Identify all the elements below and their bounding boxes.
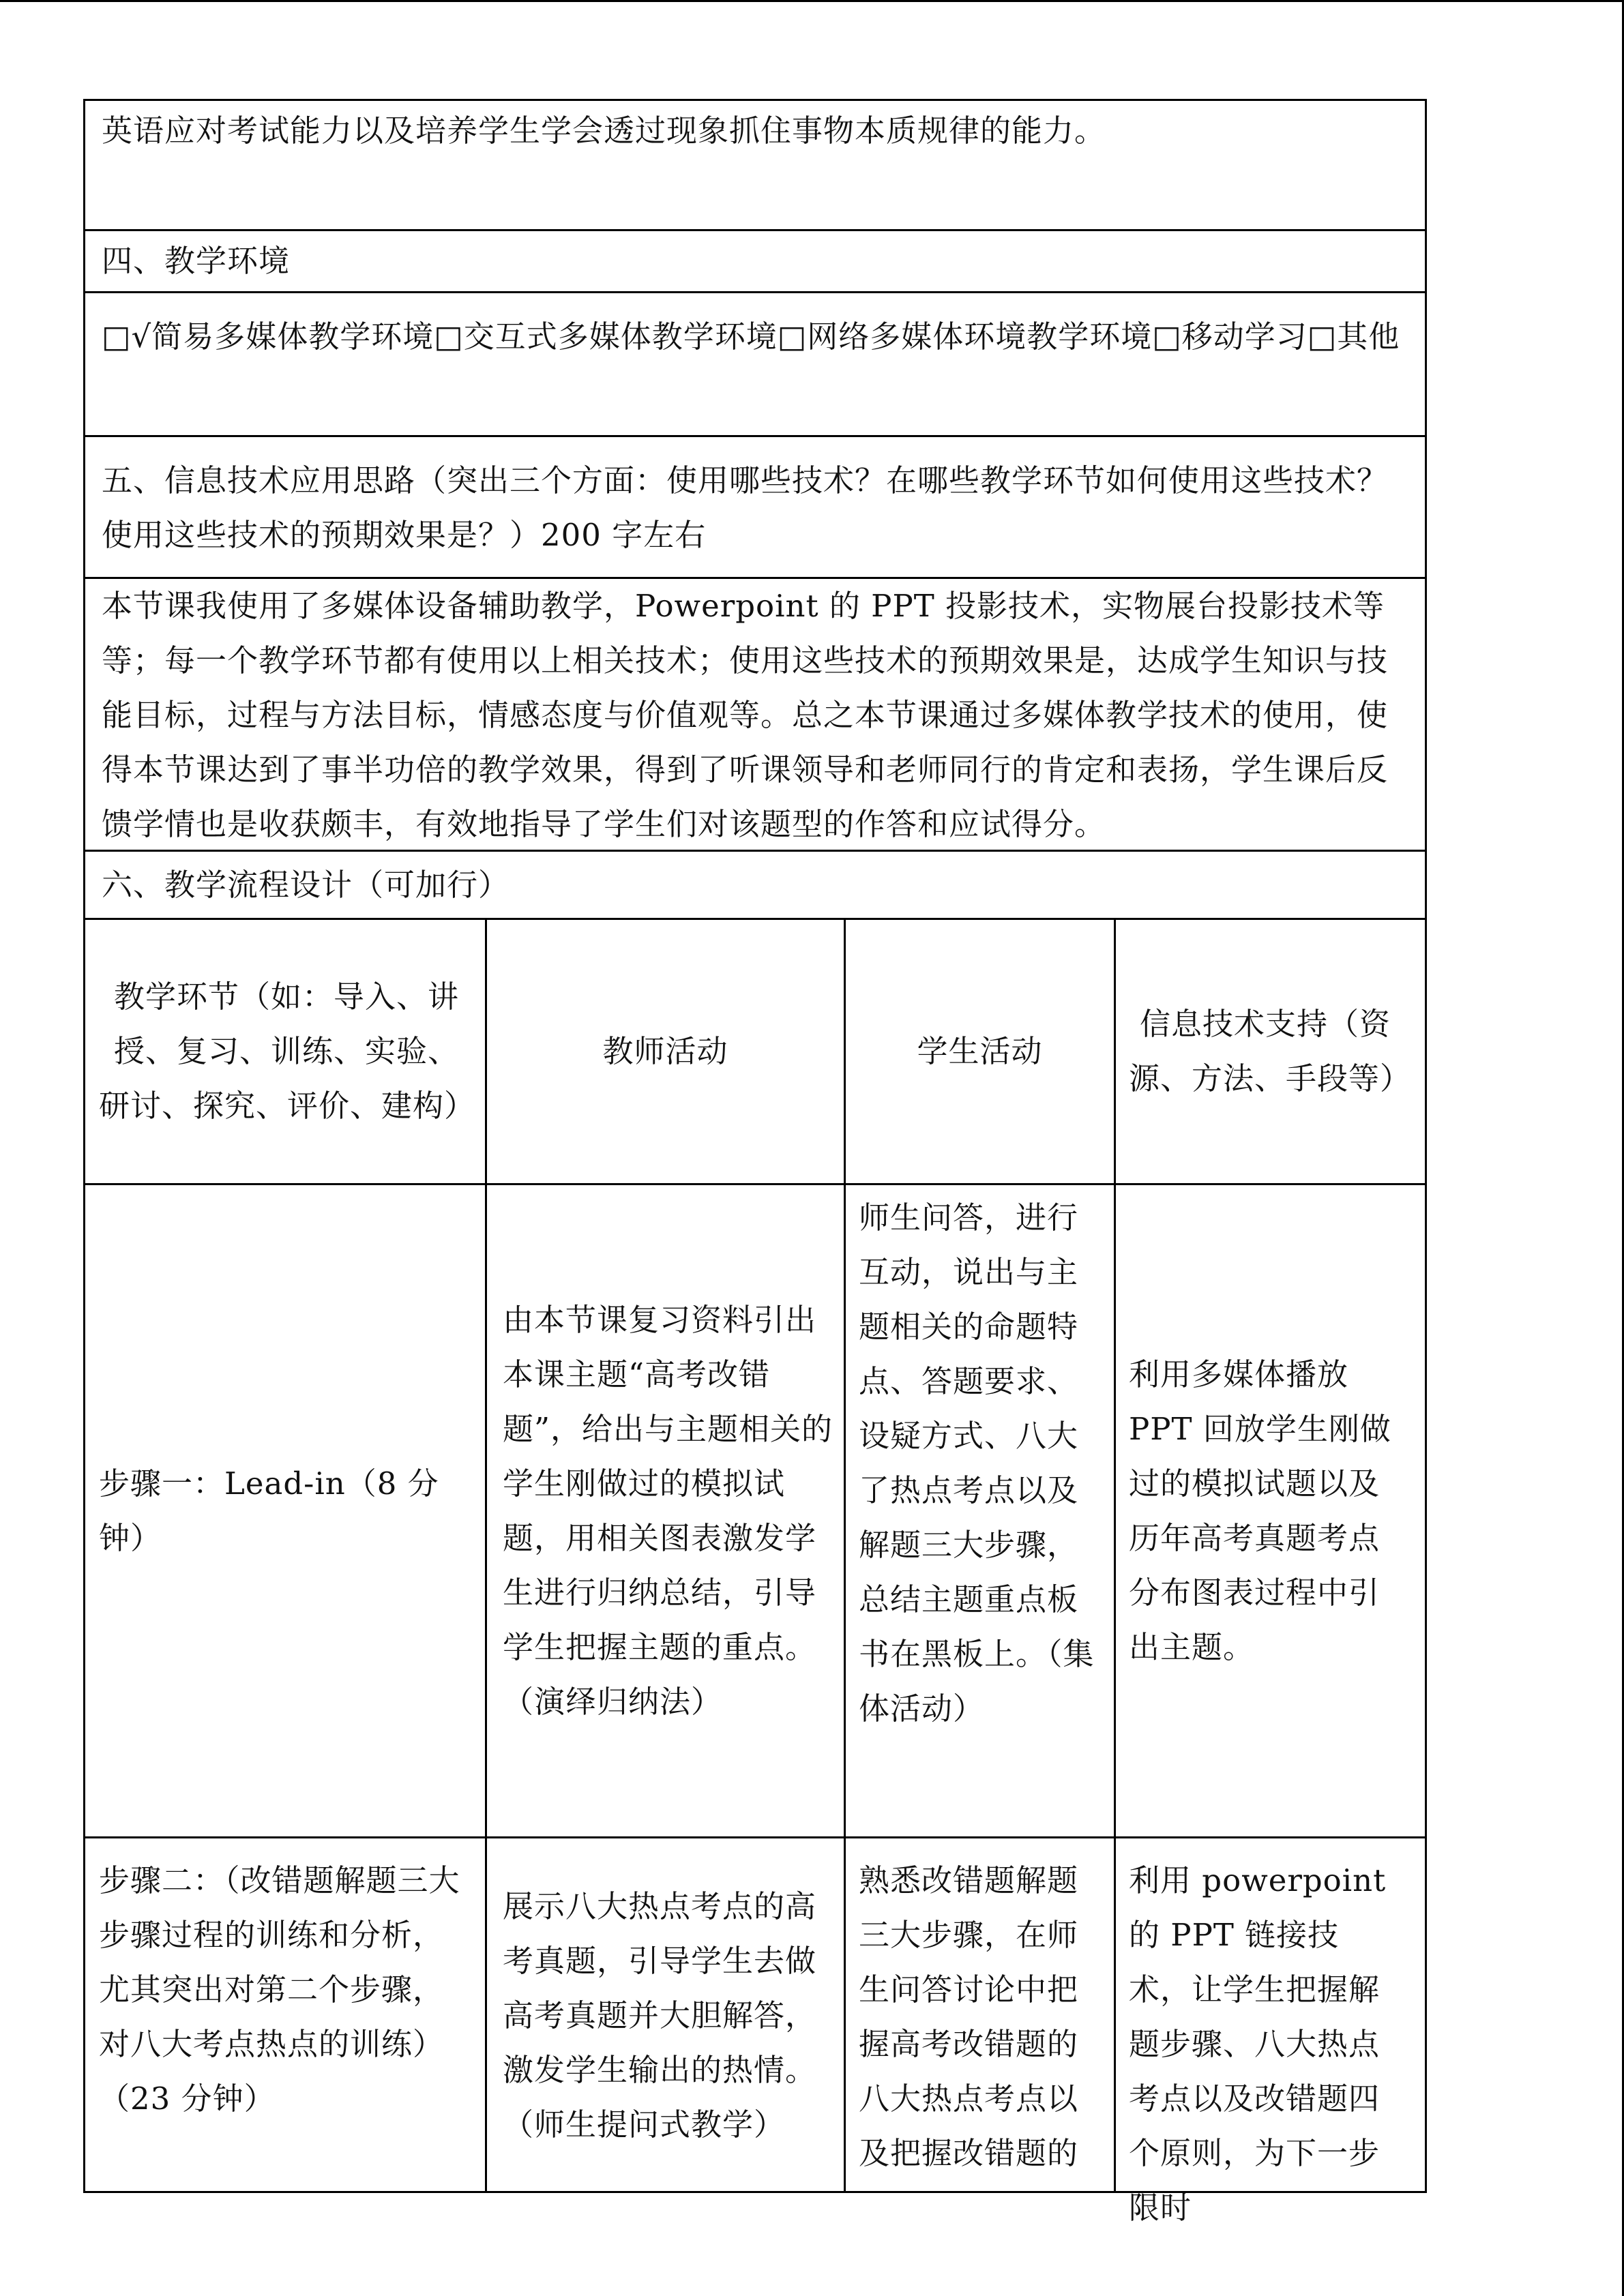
page-top-border	[0, 0, 1624, 2]
row2-tech-support: 利用 powerpoint 的 PPT 链接技术，让学生把握解题步骤、八大热点考点以及改错题四个原则，为下一步限时	[1129, 1862, 1387, 2226]
section-four-heading-box	[83, 229, 1427, 293]
header-stage: 教学环节（如：导入、讲授、复习、训练、实验、研讨、探究、评价、建构）	[99, 979, 476, 1124]
row2-student-activity: 熟悉改错题解题三大步骤，在师生问答讨论中把握高考改错题的八大热点考点以及把握改错题的	[859, 1862, 1079, 2171]
row2-teacher-activity: 展示八大热点考点的高考真题，引导学生去做高考真题并大胆解答，激发学生输出的热情。（师生提问式教学）	[503, 1888, 817, 2143]
section-four-options: □√简易多媒体教学环境□交互式多媒体教学环境□网络多媒体环境教学环境□移动学习□其他	[102, 318, 1400, 355]
section-five-body: 本节课我使用了多媒体设备辅助教学，Powerpoint 的 PPT 投影技术，实物展台投影技术等等；每一个教学环节都有使用以上相关技术；使用这些技术的预期效果是，达成学生知识与技能目标，过程与方法目标，情感态度与价值观等。总之本节课通过多媒体教学技术的使用，使得本节课达到了事半功倍的教学效果，得到了听课领导和老师同行的肯定和表扬，学生课后反馈学情也是收获颇丰，有效地指导了学生们对该题型的作答和应试得分。	[102, 588, 1389, 842]
header-student-activity: 学生活动	[917, 1033, 1043, 1069]
section-three-tail-text: 英语应对考试能力以及培养学生学会透过现象抓住事物本质规律的能力。	[102, 113, 1106, 149]
section-three-tail-box	[83, 99, 1427, 231]
process-table	[83, 918, 1427, 2226]
section-six-heading: 六、教学流程设计（可加行）	[102, 866, 510, 903]
section-five-body-box	[83, 577, 1427, 852]
row1-tech-support: 利用多媒体播放 PPT 回放学生刚做过的模拟试题以及历年高考真题考点分布图表过程中引出主题。	[1129, 1356, 1391, 1665]
row1-stage: 步骤一：Lead-in（8 分钟）	[99, 1465, 439, 1556]
header-tech-support: 信息技术支持（资源、方法、手段等）	[1129, 1006, 1412, 1097]
row2-stage: 步骤二：（改错题解题三大步骤过程的训练和分析，尤其突出对第二个步骤，对八大考点热点的训练）（23 分钟）	[99, 1862, 460, 2117]
row1-teacher-activity: 由本节课复习资料引出本课主题“高考改错题”，给出与主题相关的学生刚做过的模拟试题，用相关图表激发学生进行归纳总结，引导学生把握主题的重点。（演绎归纳法）	[503, 1301, 833, 1720]
section-four-heading: 四、教学环境	[102, 243, 291, 279]
header-teacher-activity: 教师活动	[602, 1033, 728, 1069]
section-four-options-box	[83, 291, 1427, 437]
row1-student-activity: 师生问答，进行互动，说出与主题相关的命题特点、答题要求、设疑方式、八大了热点考点以及解题三大步骤，总结主题重点板书在黑板上。（集体活动）	[859, 1199, 1095, 1727]
section-five-heading: 五、信息技术应用思路（突出三个方面：使用哪些技术？在哪些教学环节如何使用这些技术？使用这些技术的预期效果是？）200 字左右	[102, 462, 1389, 553]
section-five-heading-box	[83, 435, 1427, 579]
section-six-heading-box	[83, 850, 1427, 920]
table-col-divider	[1114, 920, 1116, 2191]
